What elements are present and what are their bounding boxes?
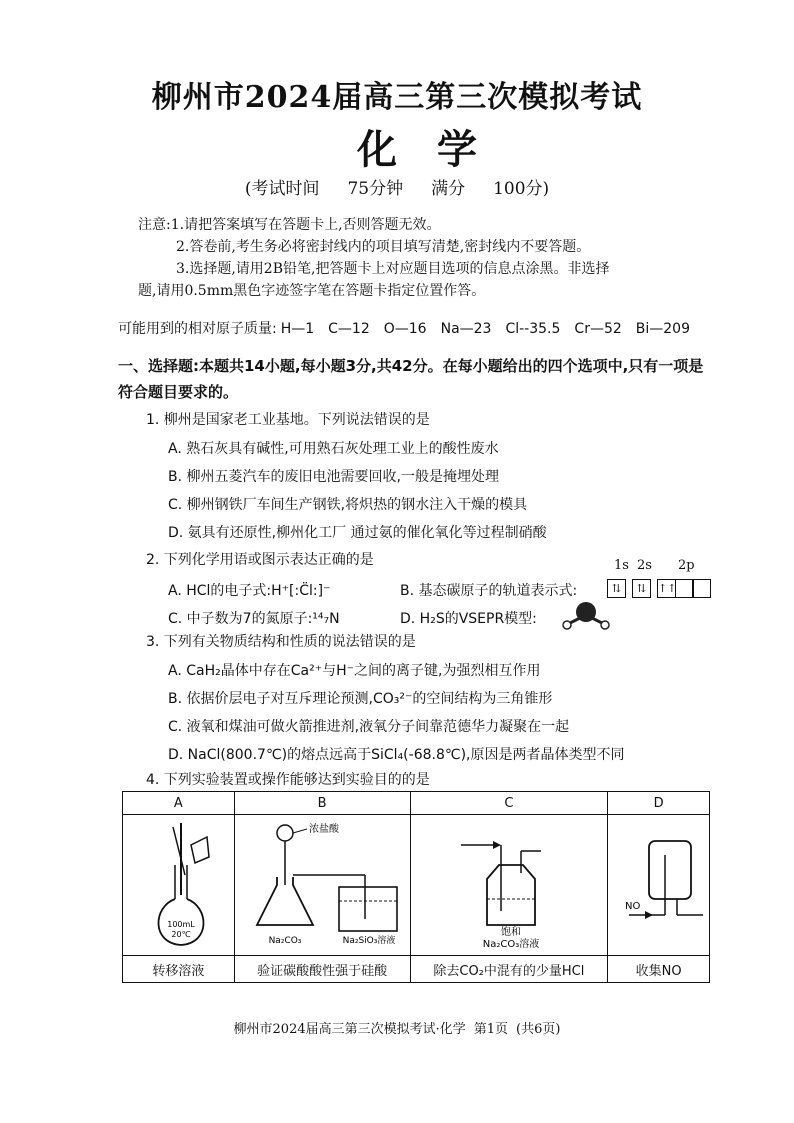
question-2-option-d: D. H₂S的VSEPR模型:: [400, 611, 537, 627]
question-1-stem: 1. 柳州是国家老工业基地。下列说法错误的是: [146, 412, 430, 428]
orbital-box-2s: ⇅: [632, 579, 651, 598]
atomic-mass-cr: Cr—52: [574, 321, 622, 337]
orbital-box-1s: ⇅: [607, 579, 626, 598]
section-1-line-1: 一、选择题:本题共14小题,每小题3分,共42分。在每小题给出的四个选项中,只有一项是: [118, 357, 704, 375]
question-3-option-b: B. 依据价层电子对互斥理论预测,CO₃²⁻的空间结构为三角锥形: [168, 691, 553, 707]
gas-washing-bottle-icon: [411, 815, 607, 951]
atomic-mass-cl: Cl--35.5: [505, 321, 561, 337]
volumetric-flask-icon: [123, 815, 233, 951]
footer-total: (共6页): [516, 1022, 561, 1037]
note-line-3: 3.选择题,请用2B铅笔,把答题卡上对应题目选项的信息点涂黑。非选择: [176, 261, 610, 277]
flask-volume-label: 100mL: [167, 920, 196, 929]
table-caption-b: 验证碳酸酸性强于硅酸: [234, 956, 410, 983]
question-1-option-d: D. 氨具有还原性,柳州化工厂 通过氨的催化氧化等过程制硝酸: [168, 525, 547, 541]
time-value: 75分钟: [347, 179, 404, 199]
apparatus-c-cell: [410, 815, 608, 956]
orbital-box-2p-3: [692, 579, 711, 598]
footer-title: 柳州市2024届高三第三次模拟考试·化学: [233, 1022, 466, 1037]
table-header-c: C: [410, 792, 608, 815]
sodium-carbonate-label: Na₂CO₃: [268, 936, 302, 946]
table-caption-d: 收集NO: [608, 956, 710, 983]
question-3-stem: 3. 下列有关物质结构和性质的说法错误的是: [146, 634, 416, 650]
table-caption-c: 除去CO₂中混有的少量HCl: [410, 956, 608, 983]
score-label: 满分: [431, 179, 466, 199]
question-2-option-b: B. 基态碳原子的轨道表示式:: [400, 583, 578, 599]
orbital-box-2p-1: ↑↑: [657, 579, 676, 598]
atomic-mass-o: O—16: [383, 321, 427, 337]
table-header-b: B: [234, 792, 410, 815]
orbital-box-2p-2: [675, 579, 694, 598]
exam-title: 柳州市2024届高三第三次模拟考试: [151, 80, 643, 115]
section-1-line-2: 符合题目要求的。: [118, 383, 239, 401]
question-2-stem: 2. 下列化学用语或图示表达正确的是: [146, 552, 374, 568]
orbital-label-2p: 2p: [678, 558, 695, 573]
apparatus-b-cell: [234, 815, 410, 956]
footer-page: 第1页: [473, 1022, 509, 1037]
question-3-option-d: D. NaCl(800.7℃)的熔点远高于SiCl₄(-68.8℃),原因是两者晶体类型不同: [168, 747, 625, 763]
question-1-option-b: B. 柳州五菱汽车的废旧电池需要回收,一般是掩埋处理: [168, 469, 499, 485]
no-gas-label: NO: [624, 901, 640, 912]
note-line-4: 题,请用0.5mm黑色字迹签字笔在答题卡指定位置作答。: [138, 283, 486, 299]
exam-notes: [138, 214, 718, 302]
note-line-1: 注意:1.请把答案填写在答题卡上,否则答题无效。: [138, 217, 441, 233]
atomic-masses-label: 可能用到的相对原子质量:: [118, 321, 277, 337]
acid-comparison-apparatus-icon: [235, 815, 409, 951]
atomic-mass-na: Na—23: [440, 321, 492, 337]
apparatus-a-cell: [123, 815, 235, 956]
apparatus-d-cell: [608, 815, 710, 956]
atomic-mass-bi: Bi—209: [635, 321, 690, 337]
section-1-heading: [118, 353, 718, 405]
question-1-option-c: C. 柳州钢铁厂车间生产钢铁,将炽热的钢水注入干燥的模具: [168, 497, 528, 513]
acid-label: 浓盐酸: [309, 824, 340, 835]
sodium-carbonate-solution-label: Na₂CO₃溶液: [482, 939, 540, 950]
experiment-table: [122, 791, 710, 983]
exam-time-info: [0, 174, 794, 199]
time-label: (考试时间: [244, 179, 320, 199]
orbital-label-1s: 1s: [614, 558, 629, 573]
page-footer: [0, 1018, 794, 1037]
atomic-masses: [118, 318, 704, 338]
question-3-option-a: A. CaH₂晶体中存在Ca²⁺与H⁻之间的离子键,为强烈相互作用: [168, 663, 541, 679]
vsepr-model-icon: [560, 600, 612, 630]
question-2-option-a: A. HCl的电子式:H⁺[:C̈l:]⁻: [168, 583, 331, 599]
subject-title: 化学: [357, 126, 517, 173]
saturated-label: 饱和: [500, 927, 521, 938]
orbital-label-2s: 2s: [637, 558, 652, 573]
question-4-stem: 4. 下列实验装置或操作能够达到实验目的的是: [146, 772, 430, 788]
question-1-option-a: A. 熟石灰具有碱性,可用熟石灰处理工业上的酸性废水: [168, 441, 499, 457]
question-2-option-c: C. 中子数为7的氮原子:¹⁴₇N: [168, 611, 340, 627]
flask-temp-label: 20℃: [171, 930, 191, 939]
atomic-mass-h: H—1: [280, 321, 315, 337]
atomic-mass-c: C—12: [328, 321, 370, 337]
table-header-d: D: [608, 792, 710, 815]
table-caption-a: 转移溶液: [123, 956, 235, 983]
score-value: 100分): [493, 179, 550, 199]
orbital-diagram: [607, 578, 711, 598]
question-3-option-c: C. 液氧和煤油可做火箭推进剂,液氧分子间靠范德华力凝聚在一起: [168, 719, 570, 735]
gas-collection-bottle-icon: [609, 815, 709, 951]
note-line-2: 2.答卷前,考生务必将密封线内的项目填写清楚,密封线内不要答题。: [176, 239, 591, 255]
sodium-silicate-label: Na₂SiO₃溶液: [342, 936, 396, 946]
table-header-a: A: [123, 792, 235, 815]
